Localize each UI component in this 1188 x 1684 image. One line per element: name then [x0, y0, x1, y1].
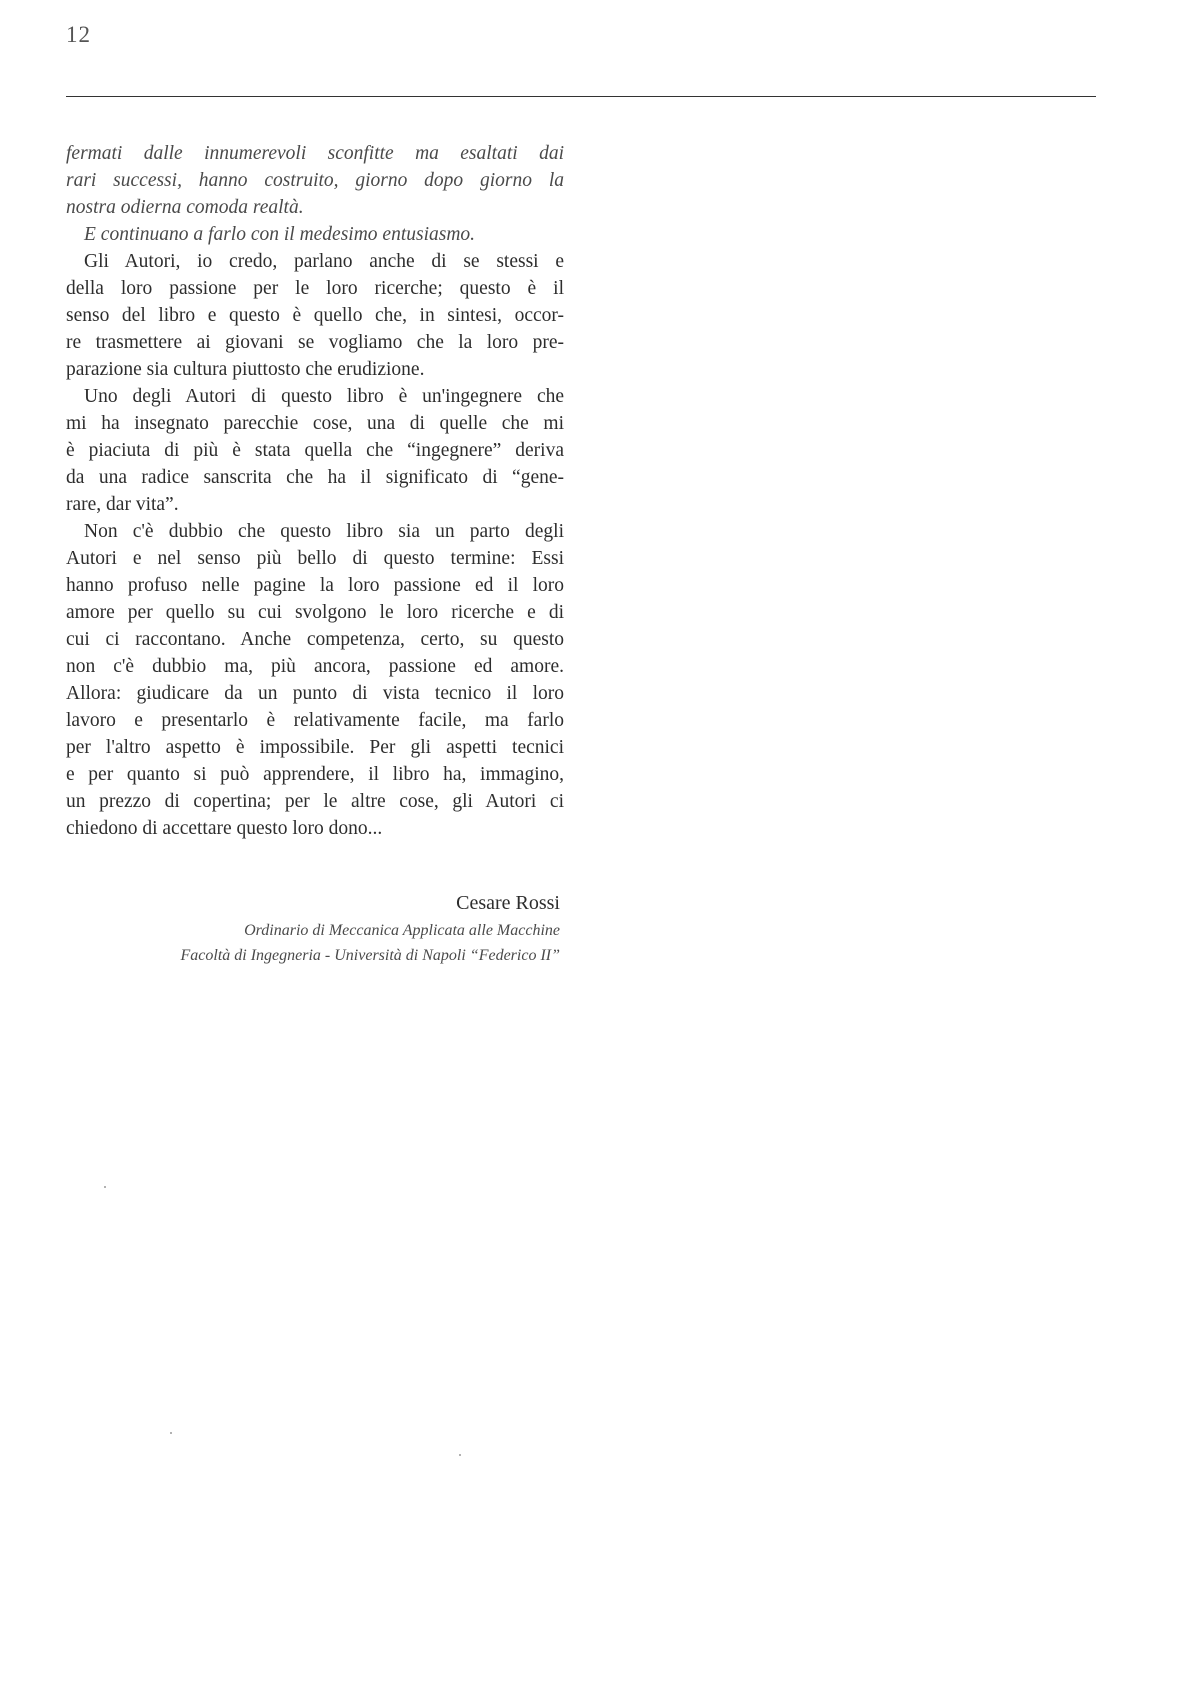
body-text [66, 140, 564, 842]
text-line: cui ci raccontano. Anche competenza, certo, su questo [66, 629, 564, 650]
text-line: Gli Autori, io credo, parlano anche di se stessi e [84, 251, 564, 272]
text-line: lavoro e presentarlo è relativamente facile, ma farlo [66, 710, 564, 731]
text-line: hanno profuso nelle pagine la loro passione ed il loro [66, 575, 564, 596]
text-line: un prezzo di copertina; per le altre cose, gli Autori ci [66, 791, 564, 812]
text-line: della loro passione per le loro ricerche; questo è il [66, 278, 564, 299]
text-line: mi ha insegnato parecchie cose, una di quelle che mi [66, 413, 564, 434]
signature-affiliation: Facoltà di Ingegneria - Università di Napoli “Federico II” [180, 947, 560, 964]
text-line: Uno degli Autori di questo libro è un'ingegnere che [84, 386, 564, 407]
text-line: non c'è dubbio ma, più ancora, passione ed amore. [66, 656, 564, 677]
text-line: Allora: giudicare da un punto di vista tecnico il loro [66, 683, 564, 704]
text-line: E continuano a farlo con il medesimo entusiasmo. [84, 224, 476, 245]
text-line: rare, dar vita”. [66, 494, 179, 515]
text-line: da una radice sanscrita che ha il significato di “gene- [66, 467, 564, 488]
text-line: Autori e nel senso più bello di questo termine: Essi [66, 548, 564, 569]
scan-speck [459, 1454, 461, 1456]
scan-speck [104, 1186, 106, 1188]
text-line: per l'altro aspetto è impossibile. Per gli aspetti tecnici [66, 737, 564, 758]
text-line: amore per quello su cui svolgono le loro ricerche e di [66, 602, 564, 623]
text-line: è piaciuta di più è stata quella che “ingegnere” deriva [66, 440, 564, 461]
text-line: rari successi, hanno costruito, giorno dopo giorno la [66, 170, 564, 191]
text-line: parazione sia cultura piuttosto che erudizione. [66, 359, 425, 380]
text-line: e per quanto si può apprendere, il libro ha, immagino, [66, 764, 564, 785]
text-line: re trasmettere ai giovani se vogliamo che la loro pre- [66, 332, 564, 353]
signature-block [181, 888, 561, 968]
text-line: nostra odierna comoda realtà. [66, 197, 304, 218]
signature-title: Ordinario di Meccanica Applicata alle Macchine [244, 922, 560, 939]
page-number: 12 [66, 22, 91, 47]
text-line: Non c'è dubbio che questo libro sia un parto degli [84, 521, 564, 542]
header-rule [66, 96, 1096, 97]
signature-name: Cesare Rossi [456, 892, 560, 914]
scan-speck [170, 1432, 172, 1434]
text-line: chiedono di accettare questo loro dono... [66, 818, 383, 839]
text-line: senso del libro e questo è quello che, in sintesi, occor- [66, 305, 564, 326]
text-line: fermati dalle innumerevoli sconfitte ma esaltati dai [66, 143, 564, 164]
